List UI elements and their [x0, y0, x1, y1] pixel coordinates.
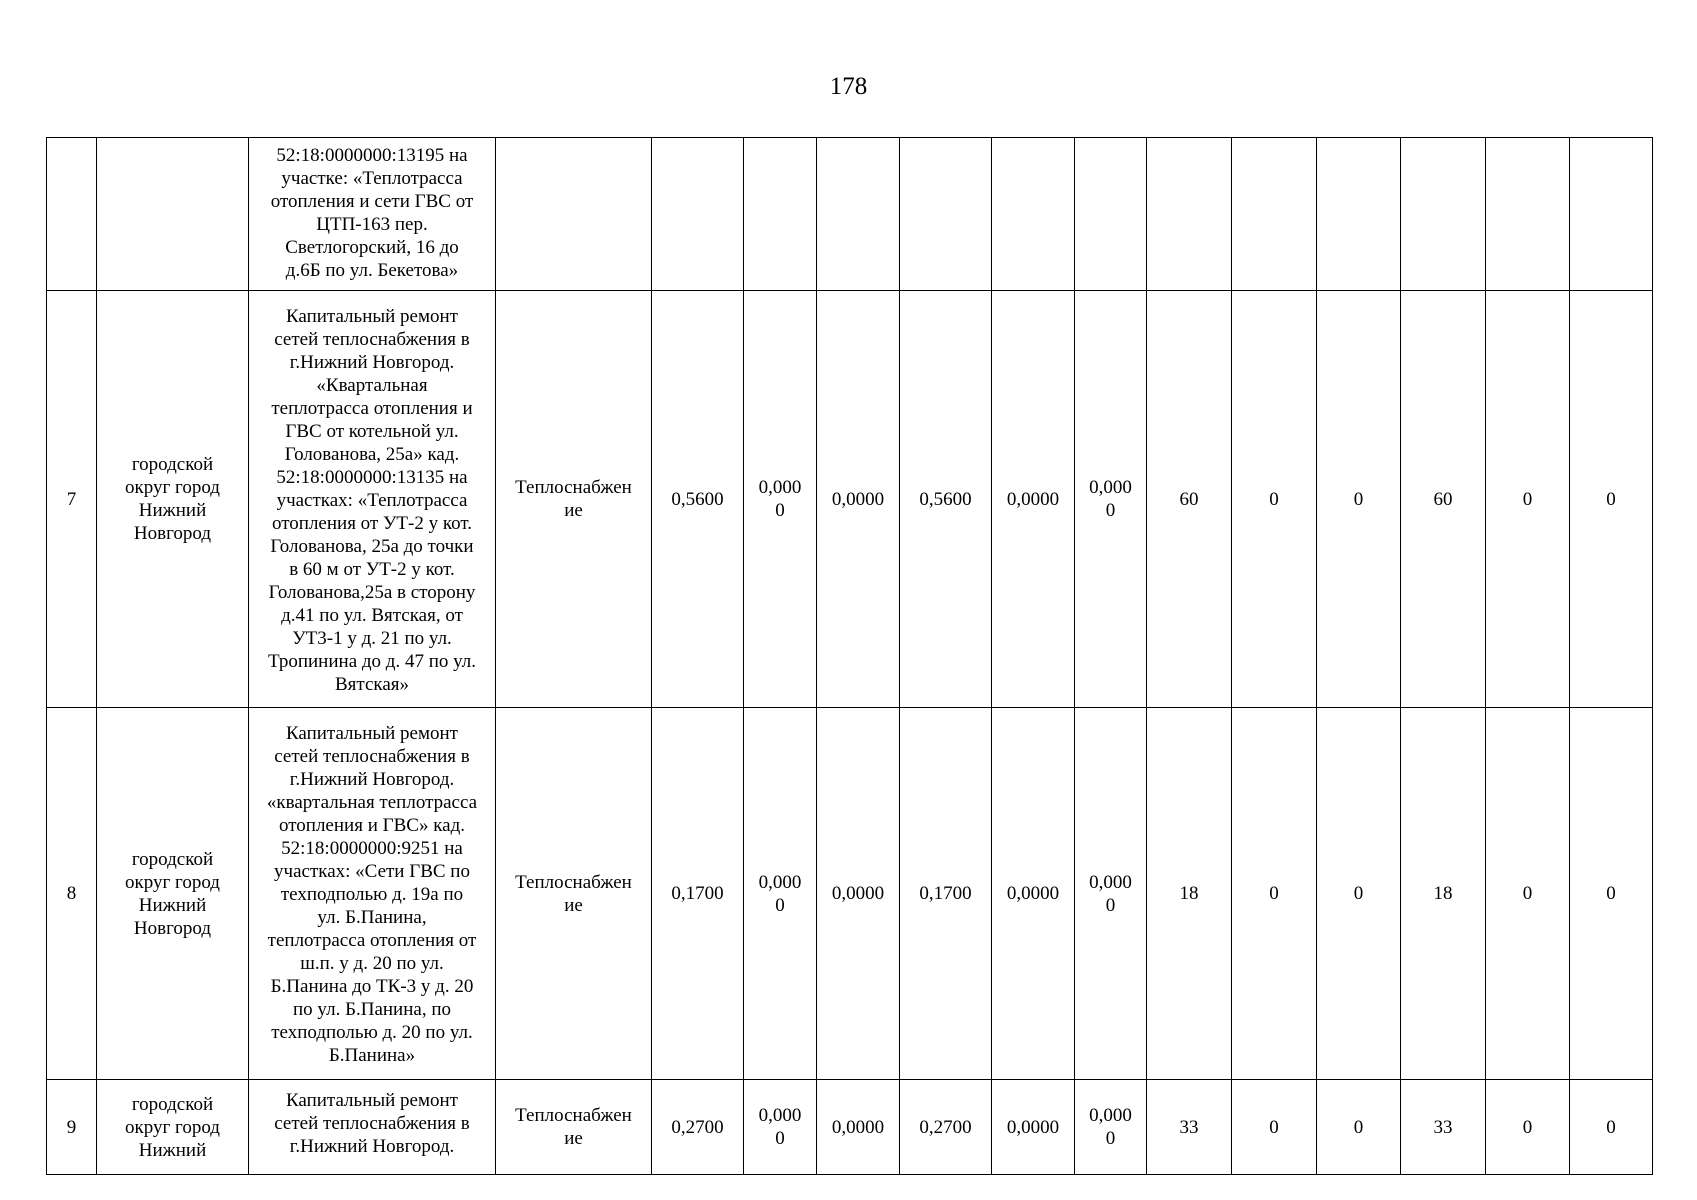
value-cell-10: 18: [1401, 708, 1486, 1080]
value-cell-11: 0: [1486, 1080, 1570, 1175]
value-cell-5: 0,0000: [992, 708, 1075, 1080]
value-cell-6: 0,000 0: [1075, 708, 1147, 1080]
value-cell-7: [1147, 138, 1232, 291]
value-cell-8: [1232, 138, 1317, 291]
value-cell-9: 0: [1317, 291, 1401, 708]
value-cell-2: 0,000 0: [744, 1080, 817, 1175]
municipality-cell: городской округ город Нижний: [97, 1080, 249, 1175]
description-cell: 52:18:0000000:13195 на участке: «Теплотрасса отопления и сети ГВС от ЦТП-163 пер. Светлогорский, 16 до д.6Б по ул. Бекетова»: [249, 138, 496, 291]
service-cell: [496, 138, 652, 291]
value-cell-11: 0: [1486, 291, 1570, 708]
value-cell-10: 33: [1401, 1080, 1486, 1175]
value-cell-11: 0: [1486, 708, 1570, 1080]
value-cell-5: [992, 138, 1075, 291]
value-cell-12: 0: [1570, 291, 1653, 708]
value-cell-12: 0: [1570, 708, 1653, 1080]
value-cell-10: [1401, 138, 1486, 291]
value-cell-9: [1317, 138, 1401, 291]
value-cell-7: 33: [1147, 1080, 1232, 1175]
value-cell-9: 0: [1317, 708, 1401, 1080]
value-cell-8: 0: [1232, 291, 1317, 708]
value-cell-1: 0,1700: [652, 708, 744, 1080]
value-cell-6: [1075, 138, 1147, 291]
value-cell-2: 0,000 0: [744, 708, 817, 1080]
value-cell-4: 0,1700: [900, 708, 992, 1080]
row-number-cell: 8: [47, 708, 97, 1080]
value-cell-1: 0,5600: [652, 291, 744, 708]
value-cell-3: 0,0000: [817, 1080, 900, 1175]
value-cell-6: 0,000 0: [1075, 1080, 1147, 1175]
service-cell: Теплоснабжен ие: [496, 708, 652, 1080]
value-cell-5: 0,0000: [992, 1080, 1075, 1175]
value-cell-11: [1486, 138, 1570, 291]
description-cell: Капитальный ремонт сетей теплоснабжения в г.Нижний Новгород. «Квартальная теплотрасса отопления и ГВС от котельной ул. Голованова, 25а» кад. 52:18:0000000:13135 на участках: «Теплотрасса отопления от УТ-2 у кот. Голованова, 25а до точки в 60 м от УТ-2 у кот. Голованова,25а в сторону д.41 по ул. Вятская, от УТ3-1 у д. 21 по ул. Тропинина до д. 47 по ул. Вятская»: [249, 291, 496, 708]
value-cell-2: 0,000 0: [744, 291, 817, 708]
municipality-cell: городской округ город Нижний Новгород: [97, 708, 249, 1080]
municipality-cell: городской округ город Нижний Новгород: [97, 291, 249, 708]
value-cell-1: 0,2700: [652, 1080, 744, 1175]
value-cell-7: 60: [1147, 291, 1232, 708]
row-number-cell: 7: [47, 291, 97, 708]
table-row: [47, 1080, 1653, 1175]
value-cell-3: 0,0000: [817, 708, 900, 1080]
page-number: 178: [829, 73, 868, 100]
value-cell-3: 0,0000: [817, 291, 900, 708]
value-cell-6: 0,000 0: [1075, 291, 1147, 708]
value-cell-9: 0: [1317, 1080, 1401, 1175]
table-row: [47, 291, 1653, 708]
value-cell-8: 0: [1232, 1080, 1317, 1175]
work-program-table: [46, 137, 1653, 1175]
table-row: [47, 708, 1653, 1080]
value-cell-7: 18: [1147, 708, 1232, 1080]
row-number-cell: 9: [47, 1080, 97, 1175]
value-cell-5: 0,0000: [992, 291, 1075, 708]
municipality-cell: [97, 138, 249, 291]
row-number-cell: [47, 138, 97, 291]
description-cell: Капитальный ремонт сетей теплоснабжения в г.Нижний Новгород. «квартальная теплотрасса отопления и ГВС» кад. 52:18:0000000:9251 на участках: «Сети ГВС по техподполью д. 19а по ул. Б.Панина, теплотрасса отопления от ш.п. у д. 20 по ул. Б.Панина до ТК-3 у д. 20 по ул. Б.Панина, по техподполью д. 20 по ул. Б.Панина»: [249, 708, 496, 1080]
description-cell: Капитальный ремонт сетей теплоснабжения в г.Нижний Новгород.: [249, 1080, 496, 1175]
value-cell-4: 0,2700: [900, 1080, 992, 1175]
value-cell-12: 0: [1570, 1080, 1653, 1175]
service-cell: Теплоснабжен ие: [496, 291, 652, 708]
value-cell-4: 0,5600: [900, 291, 992, 708]
value-cell-1: [652, 138, 744, 291]
value-cell-10: 60: [1401, 291, 1486, 708]
value-cell-3: [817, 138, 900, 291]
table-row: [47, 138, 1653, 291]
value-cell-2: [744, 138, 817, 291]
value-cell-4: [900, 138, 992, 291]
service-cell: Теплоснабжен ие: [496, 1080, 652, 1175]
value-cell-12: [1570, 138, 1653, 291]
value-cell-8: 0: [1232, 708, 1317, 1080]
